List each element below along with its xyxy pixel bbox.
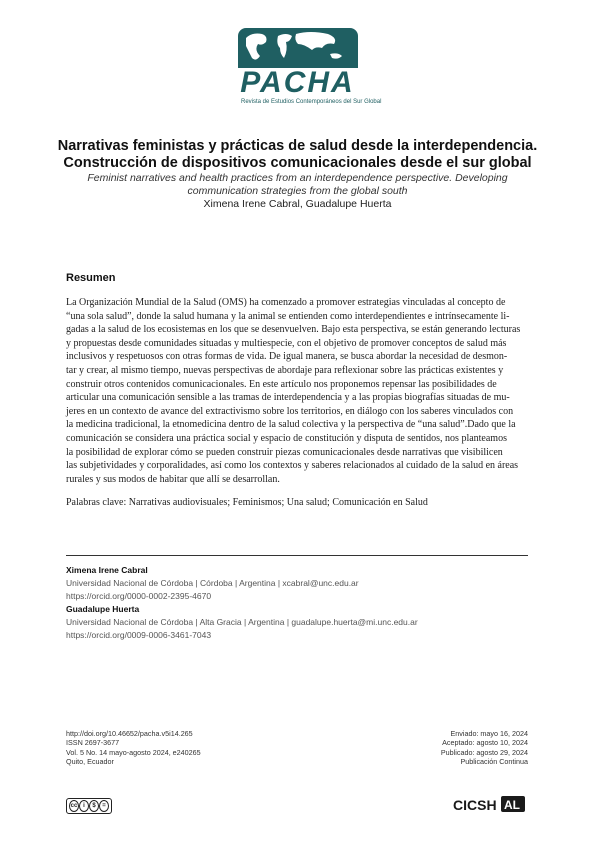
publisher-logo bbox=[453, 793, 525, 815]
abstract-line: La Organización Mundial de la Salud (OMS) ha comenzado a promover estrategias vinculadas al concepto de bbox=[66, 297, 506, 308]
abstract-heading: Resumen bbox=[66, 272, 116, 284]
abstract-line: inclusivos y respetuosos con otras formas de vida. De igual manera, se busca abordar la necesidad de desmon- bbox=[66, 351, 508, 363]
article-authors: Ximena Irene Cabral, Guadalupe Huerta bbox=[203, 198, 392, 210]
publication-info bbox=[66, 729, 201, 767]
publication-mode: Publicación Continua bbox=[460, 757, 528, 767]
doi-link[interactable]: http://doi.org/10.46652/pacha.v5i14.265 bbox=[66, 729, 193, 738]
svg-text:CICSH: CICSH bbox=[453, 797, 497, 813]
article-title-line2: Construcción de dispositivos comunicacionales desde el sur global bbox=[63, 155, 532, 171]
author1-name: Ximena Irene Cabral bbox=[66, 565, 148, 575]
abstract-body bbox=[66, 296, 530, 486]
author1-institution: Universidad Nacional de Córdoba | Córdoba | Argentina | xcabral@unc.edu.ar bbox=[66, 578, 359, 588]
date-accepted: Aceptado: agosto 10, 2024 bbox=[442, 738, 528, 748]
abstract-line: articular una comunicación sensible a las tramas de interdependencia y a las propias biografías situadas de mu- bbox=[66, 392, 510, 404]
abstract-line: las subjetividades y corporalidades, así como los contextos y saberes relacionados al cuidado de la salud en áreas bbox=[66, 460, 519, 472]
keywords: Palabras clave: Narrativas audiovisuales; Feminismos; Una salud; Comunicación en Salud bbox=[66, 497, 428, 508]
abstract-line: rurales y sus modos de habitar que allí se desarrollan. bbox=[66, 473, 280, 485]
date-published: Publicado: agosto 29, 2024 bbox=[440, 747, 528, 757]
journal-logo bbox=[235, 28, 382, 108]
issn: ISSN 2697-3677 bbox=[66, 738, 120, 748]
by-icon: i bbox=[79, 800, 89, 812]
author1-orcid-link[interactable]: https://orcid.org/0000-0002-2395-4670 bbox=[66, 591, 212, 601]
abstract-line: y propuestas desde comunidades situadas y multiespecie, con el objetivo de promover conceptos de salud más bbox=[66, 337, 507, 349]
journal-subtitle: Revista de Estudios Contemporáneos del Sur Global bbox=[241, 99, 382, 105]
journal-name: PACHA bbox=[240, 66, 355, 99]
article-subtitle-line2: communication strategies from the global south bbox=[187, 185, 408, 197]
nc-icon: $ bbox=[89, 800, 99, 812]
world-map-icon bbox=[238, 28, 358, 68]
abstract-line: la posibilidad de explorar cómo se pueden construir piezas comunicacionales desde narrativas que visibilicen bbox=[66, 446, 503, 458]
abstract-line: gadas a la salud de los ecosistemas en los que se desenvuelven. Bajo esta perspectiva, se están generando lecturas bbox=[66, 324, 521, 336]
abstract-line: jeres en un contexto de avance del extractivismo sobre los territorios, en diálogo con los saberes vinculados con bbox=[66, 405, 514, 417]
abstract-line: “una sola salud”, donde la salud humana y la animal se entienden como interdependientes e intrínsecamente li- bbox=[66, 310, 510, 322]
article-title-line1: Narrativas feministas y prácticas de salud desde la interdependencia. bbox=[57, 138, 538, 154]
cc-icon: cc bbox=[69, 800, 79, 812]
date-sent: Enviado: mayo 16, 2024 bbox=[450, 729, 528, 738]
cc-license-icon[interactable] bbox=[66, 798, 112, 814]
volume-info: Vol. 5 No. 14 mayo-agosto 2024, e240265 bbox=[66, 747, 201, 757]
author2-institution: Universidad Nacional de Córdoba | Alta Gracia | Argentina | guadalupe.huerta@mi.unc.edu.ar bbox=[66, 617, 418, 627]
abstract-line: la medicina tradicional, la etnomedicina dentro de la salud colectiva y la perspectiva de “una salud”.Dado que la bbox=[66, 419, 516, 431]
abstract-line: construir otros contenidos comunicacionales. En este artículo nos proponemos repensar las posibilidades de bbox=[66, 378, 497, 390]
svg-text:AL: AL bbox=[504, 798, 520, 812]
article-subtitle-line1: Feminist narratives and health practices from an interdependence perspective. Developing bbox=[87, 172, 508, 184]
abstract-line: tar y crear, al mismo tiempo, nuevas perspectivas de abordaje para reflexionar sobre las prácticas existentes y bbox=[66, 364, 504, 376]
sa-icon: = bbox=[99, 800, 109, 812]
author2-name: Guadalupe Huerta bbox=[66, 604, 140, 614]
divider bbox=[66, 555, 528, 556]
author2-orcid-link[interactable]: https://orcid.org/0009-0006-3461-7043 bbox=[66, 630, 212, 640]
dates-info bbox=[441, 729, 528, 767]
abstract-line: comunicación se considera una práctica social y espacio de constitución y disputa de sentidos, nos planteamos bbox=[66, 432, 507, 444]
location: Quito, Ecuador bbox=[66, 757, 114, 767]
